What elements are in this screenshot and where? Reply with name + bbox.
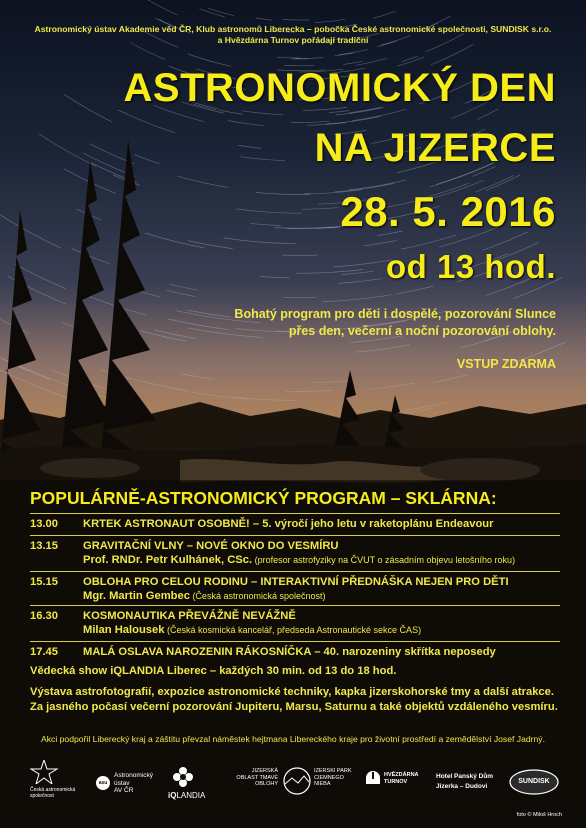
organizers-line-1: Astronomický ústav Akademie věd ČR, Klub astronomů Liberecka – pobočka České astronomické společnosti, SUNDISK s.r.o. (34, 24, 552, 34)
program-speaker-note: (Česká astronomická společnost) (189, 591, 326, 601)
program-time: 13.15 (30, 540, 58, 552)
extra-line-1: Výstava astrofotografií, expozice astronomické techniky, kapka jizerskohorské tmy a další atrakce. (30, 686, 554, 698)
program-item-title: KRTEK ASTRONAUT OSOBNĚ! – 5. výročí jeho letu v raketoplánu Endeavour (83, 518, 494, 530)
divider (30, 571, 560, 572)
photo-credit: foto © Miloš Hroch (516, 812, 562, 818)
hotel-text-1: Hotel Panský Dům (436, 773, 494, 780)
program-time: 17.45 (30, 646, 58, 658)
asu-text-1: Astronomický (114, 772, 154, 779)
iqlandia-prefix: iQ (168, 790, 177, 800)
program-item-title: MALÁ OSLAVA NAROZENIN RÁKOSNÍČKA – 40. narozeniny skřítka neposedy (83, 646, 496, 658)
asu-text-3: AV ČR (114, 787, 134, 794)
program-item-title: KOSMONAUTIKA PŘEVÁŽNĚ NEVÁŽNĚ (83, 610, 296, 622)
globe-icon (282, 766, 312, 796)
divider (30, 605, 560, 606)
intro-line-1: Bohatý program pro děti i dospělé, pozorování Slunce (234, 307, 556, 321)
program-speaker-note: (Česká kosmická kancelář, předseda Astronautické sekce ČAS) (164, 625, 422, 635)
hotel-text-2: Jizerka – Dudovi (436, 783, 488, 790)
science-show: Vědecká show iQLANDIA Liberec – každých 30 min. od 13 do 18 hod. (30, 665, 397, 677)
event-date: 28. 5. 2016 (340, 188, 556, 235)
asu-text-2: ústav (114, 779, 130, 787)
observatory-icon (364, 770, 382, 786)
event-title-line-1: ASTRONOMICKÝ DEN (123, 66, 556, 110)
hvezdarna-text-1: HVĚZDÁRNA (384, 772, 419, 778)
organizers-text (0, 24, 586, 46)
program-speaker: Prof. RNDr. Petr Kulhánek, CSc. (83, 554, 253, 566)
divider (30, 513, 560, 514)
hvezdarna-text-2: TURNOV (384, 778, 408, 785)
hotel-logo (436, 772, 508, 792)
flower-icon (172, 766, 194, 788)
intro-line-2: přes den, večerní a noční pozorování oblohy. (288, 324, 556, 338)
cas-logo-text: Česká astronomická společnost (30, 786, 76, 799)
sundisk-logo (508, 768, 560, 796)
support-text: Akci podpořil Liberecký kraj a záštitu převzal náměstek hejtmana Libereckého kraje pro životní prostředí a zemědělství Josef Jadrný. (41, 734, 545, 744)
free-entry: VSTUP ZDARMA (456, 357, 556, 371)
organizers-line-2: a Hvězdárna Turnov pořádají tradiční (217, 35, 369, 45)
program-title: POPULÁRNĚ-ASTRONOMICKÝ PROGRAM – SKLÁRNA: (30, 488, 497, 508)
program-item-title: OBLOHA PRO CELOU RODINU – INTERAKTIVNÍ PŘEDNÁŠKA NEJEN PRO DĚTI (83, 576, 509, 588)
event-time: od 13 hod. (386, 248, 556, 285)
event-title-line-2: NA JIZERCE (314, 126, 556, 170)
extra-line-2: Za jasného počasí večerní pozorování Jupiteru, Marsu, Saturnu a také objektů vzdáleného vesmíru. (30, 701, 558, 713)
divider (30, 535, 560, 536)
star-icon (30, 760, 60, 784)
jizerska-text-right: IZERSKI PARK CIEMNEGO NIEBA (314, 768, 352, 788)
program-time: 13.00 (30, 518, 58, 530)
program-speaker: Mgr. Martin Gembec (83, 590, 190, 602)
intro-text (226, 306, 556, 340)
sundisk-text: SUNDISK (518, 778, 550, 785)
program-time: 15.15 (30, 576, 58, 588)
program-item-title: GRAVITAČNÍ VLNY – NOVÉ OKNO DO VESMÍRU (83, 540, 339, 552)
jizerska-text-left: JIZERSKÁ OBLAST TMAVÉ OBLOHY (236, 768, 278, 788)
iqlandia-logo (168, 766, 228, 800)
iqlandia-rest: LANDIA (176, 790, 206, 800)
divider (30, 641, 560, 642)
asu-mark: asu (96, 776, 110, 790)
program-speaker: Milan Halousek (83, 624, 165, 636)
cas-logo (30, 760, 82, 799)
program-speaker-note: (profesor astrofyziky na ČVUT o zásadním objevu letošního roku) (252, 555, 516, 565)
program-time: 16.30 (30, 610, 58, 622)
